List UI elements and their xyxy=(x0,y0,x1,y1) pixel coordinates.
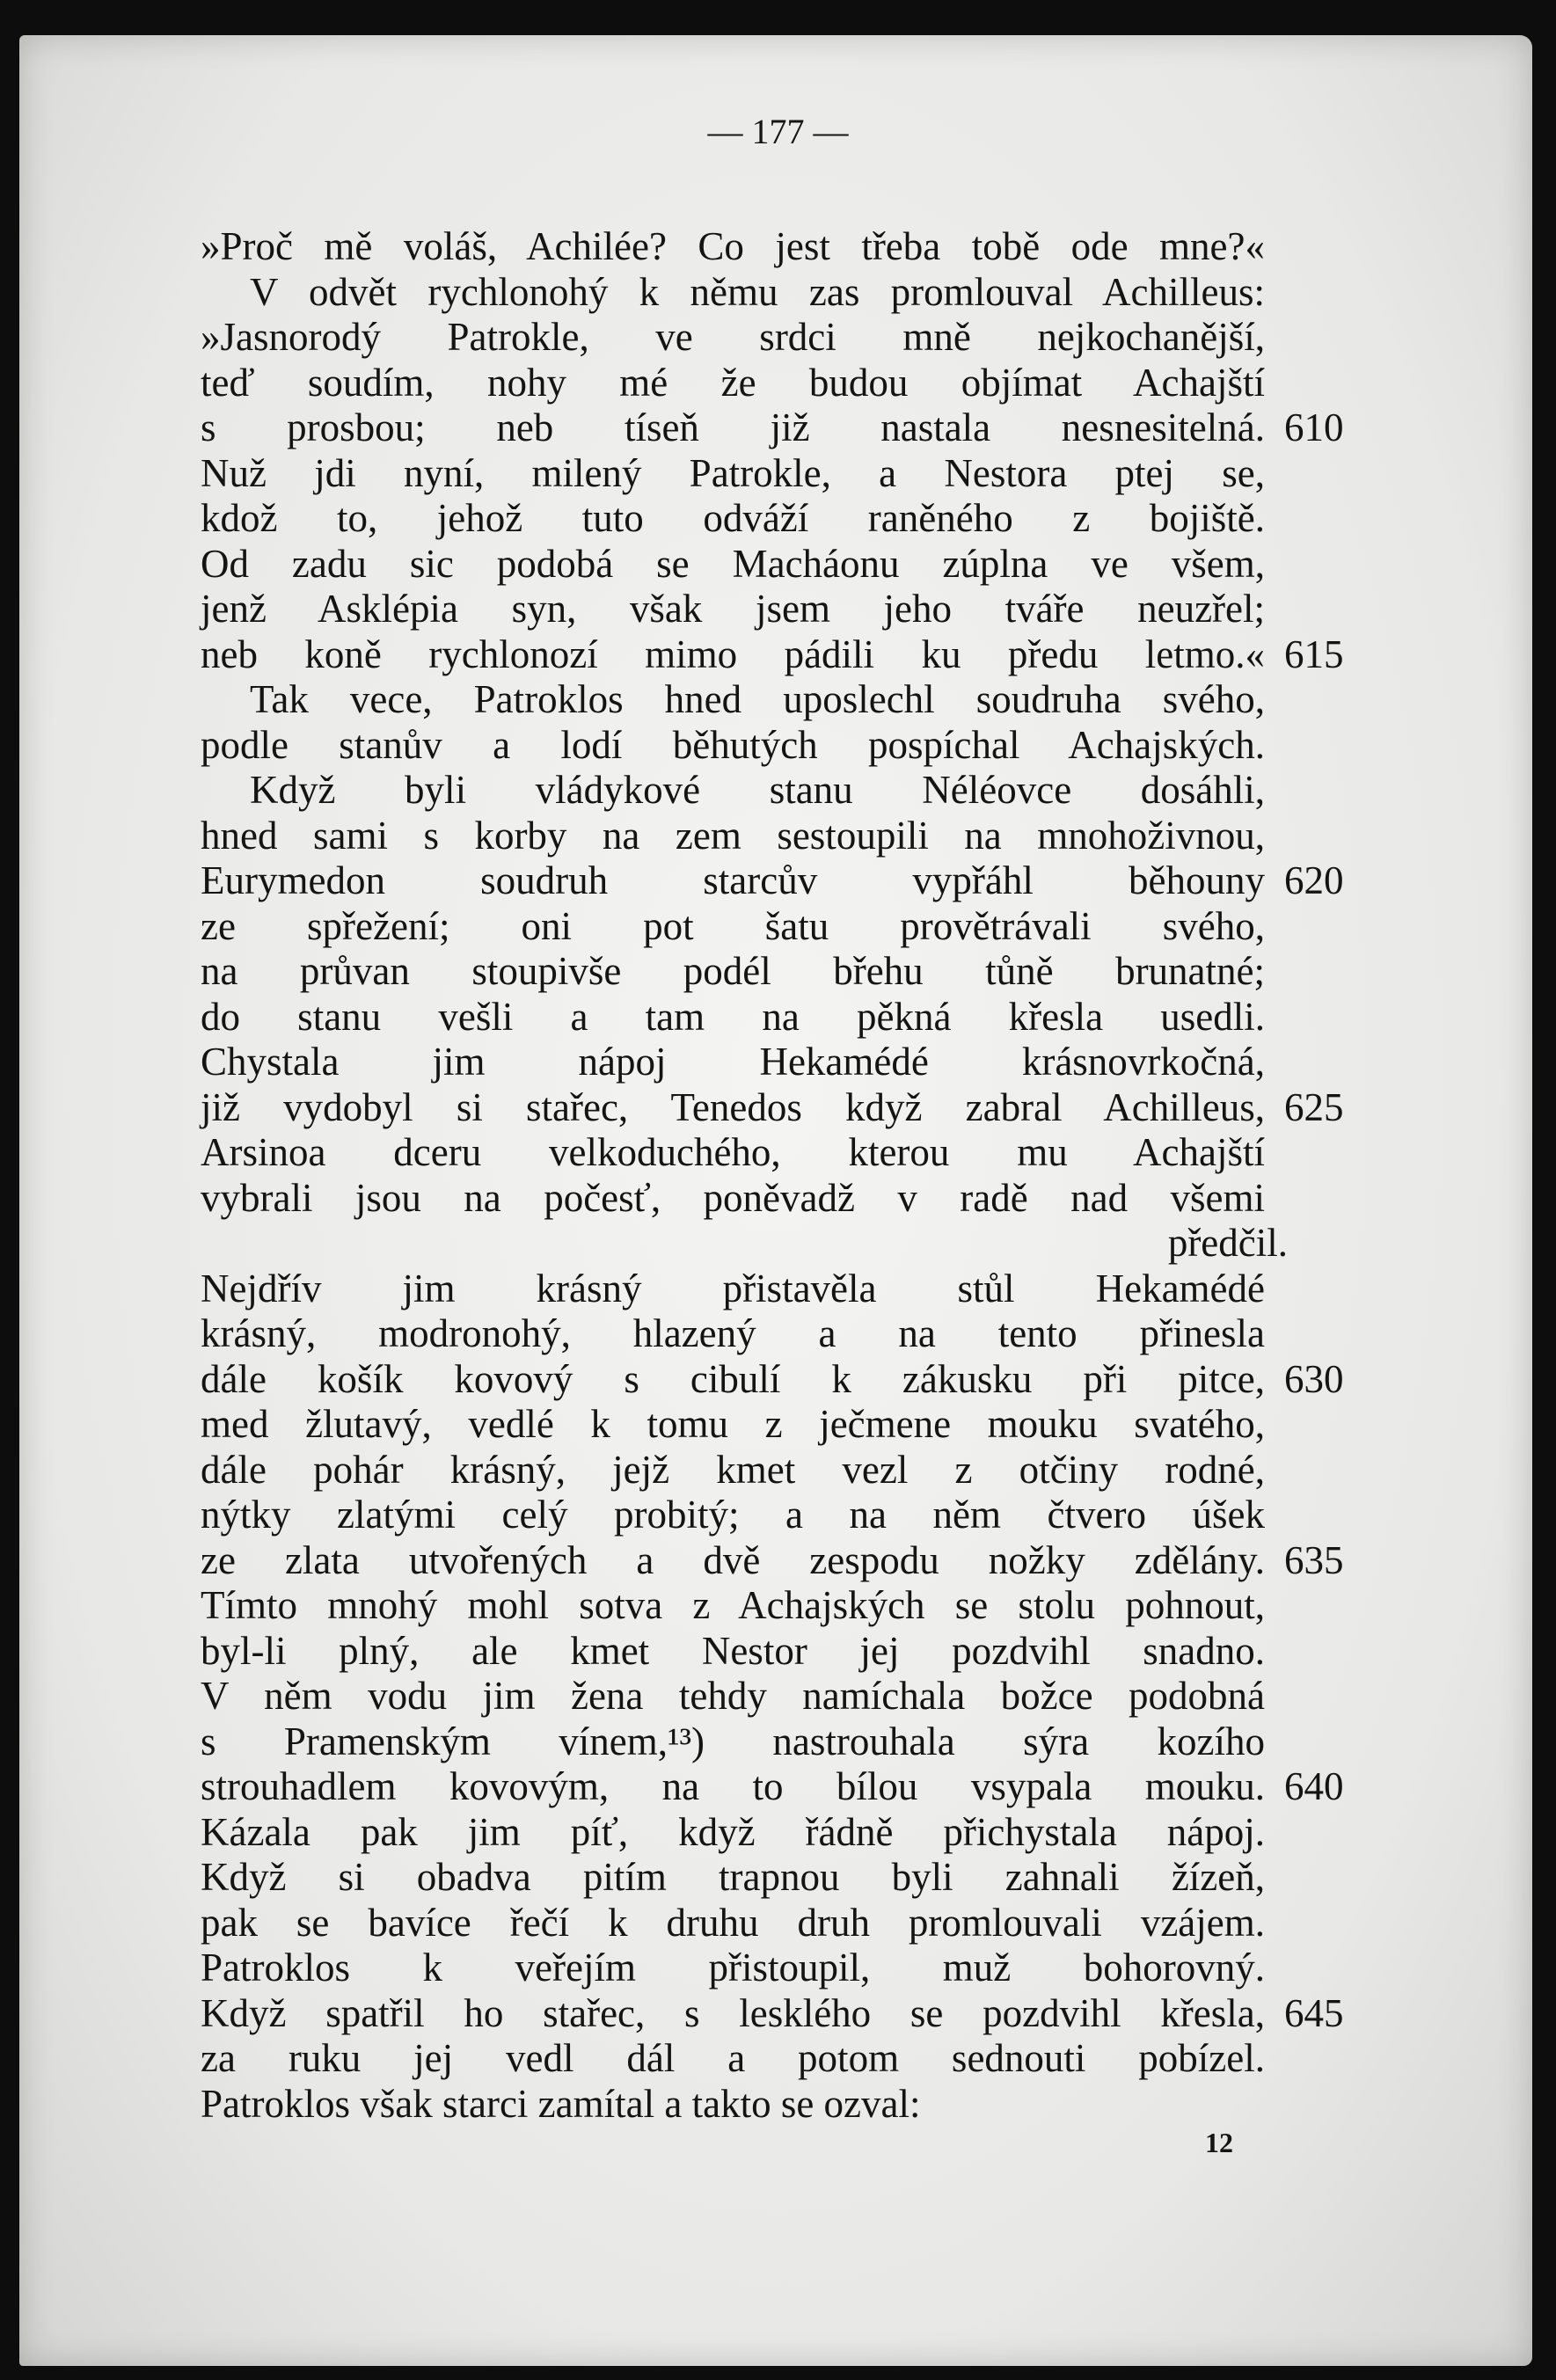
verse-text: jenž Asklépia syn, však jsem jeho tváře neuzřel; xyxy=(201,587,1265,631)
verse-line xyxy=(201,1176,1370,1222)
verse-text: ze spřežení; oni pot šatu provětrávali svého, xyxy=(201,903,1265,948)
verse-text: dále pohár krásný, jejž kmet vezl z otčiny rodné, xyxy=(201,1447,1265,1492)
verse-line xyxy=(201,632,1370,678)
verse-text: »Proč mě voláš, Achilée? Co jest třeba tobě ode mne?« xyxy=(201,224,1265,268)
verse-text: Patroklos však starci zamítal a takto se ozval: xyxy=(201,2081,921,2126)
verse-line xyxy=(201,1311,1370,1357)
verse-text: Tímto mnohý mohl sotva z Achajských se stolu pohnout, xyxy=(201,1583,1265,1627)
verse-line xyxy=(201,1855,1370,1901)
verse-text: již vydobyl si stařec, Tenedos když zabral Achilleus, xyxy=(201,1084,1265,1129)
verse-line xyxy=(201,1130,1370,1176)
verse-line xyxy=(201,405,1370,451)
verse-line xyxy=(201,1538,1370,1584)
verse-text: Nejdřív jim krásný přistavěla stůl Hekamédé xyxy=(201,1266,1265,1310)
verse-line xyxy=(201,315,1370,361)
verse-text: V něm vodu jim žena tehdy namíchala božce podobná xyxy=(201,1674,1265,1718)
verse-text: předčil. xyxy=(1167,1221,1288,1265)
verse-line xyxy=(201,858,1370,904)
verse-text: do stanu vešli a tam na pěkná křesla usedli. xyxy=(201,994,1265,1039)
verse-line xyxy=(201,677,1370,723)
verse-text: za ruku jej vedl dál a potom sednouti pobízel. xyxy=(201,2036,1265,2080)
signature-mark: 12 xyxy=(1205,2127,1233,2158)
verse-text: Když byli vládykové stanu Néléovce dosáhli, xyxy=(250,768,1265,812)
verse-line xyxy=(201,1764,1370,1810)
verse-line xyxy=(201,2082,1370,2128)
verse-line xyxy=(201,224,1370,270)
verse-text: hned sami s korby na zem sestoupili na mnohoživnou, xyxy=(201,813,1265,858)
line-number: 630 xyxy=(1284,1356,1344,1401)
verse-line xyxy=(201,814,1370,859)
verse-text: med žlutavý, vedlé k tomu z ječmene mouku svatého, xyxy=(201,1402,1265,1446)
verse-text: Od zadu sic podobá se Macháonu zúplna ve všem, xyxy=(201,541,1265,586)
verse-text: na průvan stoupivše podél břehu tůně brunatné; xyxy=(201,949,1265,993)
verse-line xyxy=(201,542,1370,588)
verse-text: nýtky zlatými celý probitý; a na něm čtvero úšek xyxy=(201,1493,1265,1537)
verse-text: podle stanův a lodí běhutých pospíchal Achajských. xyxy=(201,722,1265,767)
verse-line xyxy=(201,587,1370,632)
verse-line xyxy=(201,270,1370,316)
verse-text: kdož to, jehož tuto odváží raněného z bojiště. xyxy=(201,496,1265,540)
verse-line xyxy=(201,2036,1370,2082)
verse-line xyxy=(201,723,1370,769)
verse-text: Když si obadva pitím trapnou byli zahnali žízeň, xyxy=(201,1855,1265,1899)
verse-text: s prosbou; neb tíseň již nastala nesnesitelná. xyxy=(201,405,1265,449)
verse-line xyxy=(201,1493,1370,1538)
verse-text: Nuž jdi nyní, milený Patrokle, a Nestora ptej se, xyxy=(201,450,1265,495)
verse-text: Arsinoa dceru velkoduchého, kterou mu Achajští xyxy=(201,1130,1265,1174)
verse-line xyxy=(201,949,1370,995)
verse-line xyxy=(201,768,1370,814)
verse-text: strouhadlem kovovým, na to bílou vsypala mouku. xyxy=(201,1764,1265,1808)
line-number: 625 xyxy=(1284,1084,1344,1129)
line-number: 635 xyxy=(1284,1537,1344,1582)
verse-line xyxy=(201,904,1370,950)
verse-text: dále košík kovový s cibulí k zákusku při pitce, xyxy=(201,1356,1265,1401)
verse-line xyxy=(201,995,1370,1040)
verse-text: krásný, modronohý, hlazený a na tento přinesla xyxy=(201,1311,1265,1355)
verse-text: Kázala pak jim píť, když řádně přichystala nápoj. xyxy=(201,1809,1265,1854)
page-number: — 177 — xyxy=(707,112,849,151)
verse-line xyxy=(201,1901,1370,1946)
verse-line xyxy=(201,496,1370,542)
verse-text: vybrali jsou na počesť, poněvadž v radě nad všemi xyxy=(201,1175,1265,1220)
line-number: 640 xyxy=(1284,1764,1344,1808)
verse-text: Chystala jim nápoj Hekamédé krásnovrkočná, xyxy=(201,1040,1265,1084)
verse-line xyxy=(201,1946,1370,1991)
verse-text: s Pramenským vínem,¹³) nastrouhala sýra kozího xyxy=(201,1719,1265,1763)
verse-line xyxy=(201,1583,1370,1629)
line-number: 615 xyxy=(1284,632,1344,676)
verse-text: Tak vece, Patroklos hned uposlechl soudruha svého, xyxy=(250,677,1265,721)
verse-text: »Jasnorodý Patrokle, ve srdci mně nejkochanější, xyxy=(201,315,1265,359)
verse-line xyxy=(201,1402,1370,1448)
verse-line xyxy=(201,1719,1370,1765)
verse-text: teď soudím, nohy mé že budou objímat Achajští xyxy=(201,360,1265,405)
verse-line xyxy=(201,1085,1370,1131)
verse-text: ze zlata utvořených a dvě zespodu nožky zdělány. xyxy=(201,1537,1265,1582)
verse-line xyxy=(201,1448,1370,1493)
verse-line xyxy=(201,1221,1370,1267)
poem-text xyxy=(201,224,1370,2127)
verse-text: Eurymedon soudruh starcův vypřáhl běhouny xyxy=(201,858,1265,902)
verse-text: Když spatřil ho stařec, s lesklého se pozdvihl křesla, xyxy=(201,1990,1265,2035)
verse-line xyxy=(201,1674,1370,1719)
verse-line xyxy=(201,1991,1370,2037)
line-number: 645 xyxy=(1284,1990,1344,2035)
verse-line xyxy=(201,451,1370,497)
verse-line xyxy=(201,1629,1370,1675)
verse-line xyxy=(201,1267,1370,1312)
verse-line xyxy=(201,1040,1370,1085)
verse-text: neb koně rychlonozí mimo pádili ku předu letmo.« xyxy=(201,632,1265,676)
verse-line xyxy=(201,361,1370,406)
verse-text: Patroklos k veřejím přistoupil, muž bohorovný. xyxy=(201,1946,1265,1989)
line-number: 620 xyxy=(1284,858,1344,902)
verse-line xyxy=(201,1357,1370,1403)
verse-text: V odvět rychlonohý k němu zas promlouval Achilleus: xyxy=(250,269,1265,314)
verse-text: pak se bavíce řečí k druhu druh promlouvali vzájem. xyxy=(201,1900,1265,1945)
line-number: 610 xyxy=(1284,405,1344,449)
verse-text: byl-li plný, ale kmet Nestor jej pozdvihl snadno. xyxy=(201,1628,1265,1673)
verse-line xyxy=(201,1810,1370,1856)
